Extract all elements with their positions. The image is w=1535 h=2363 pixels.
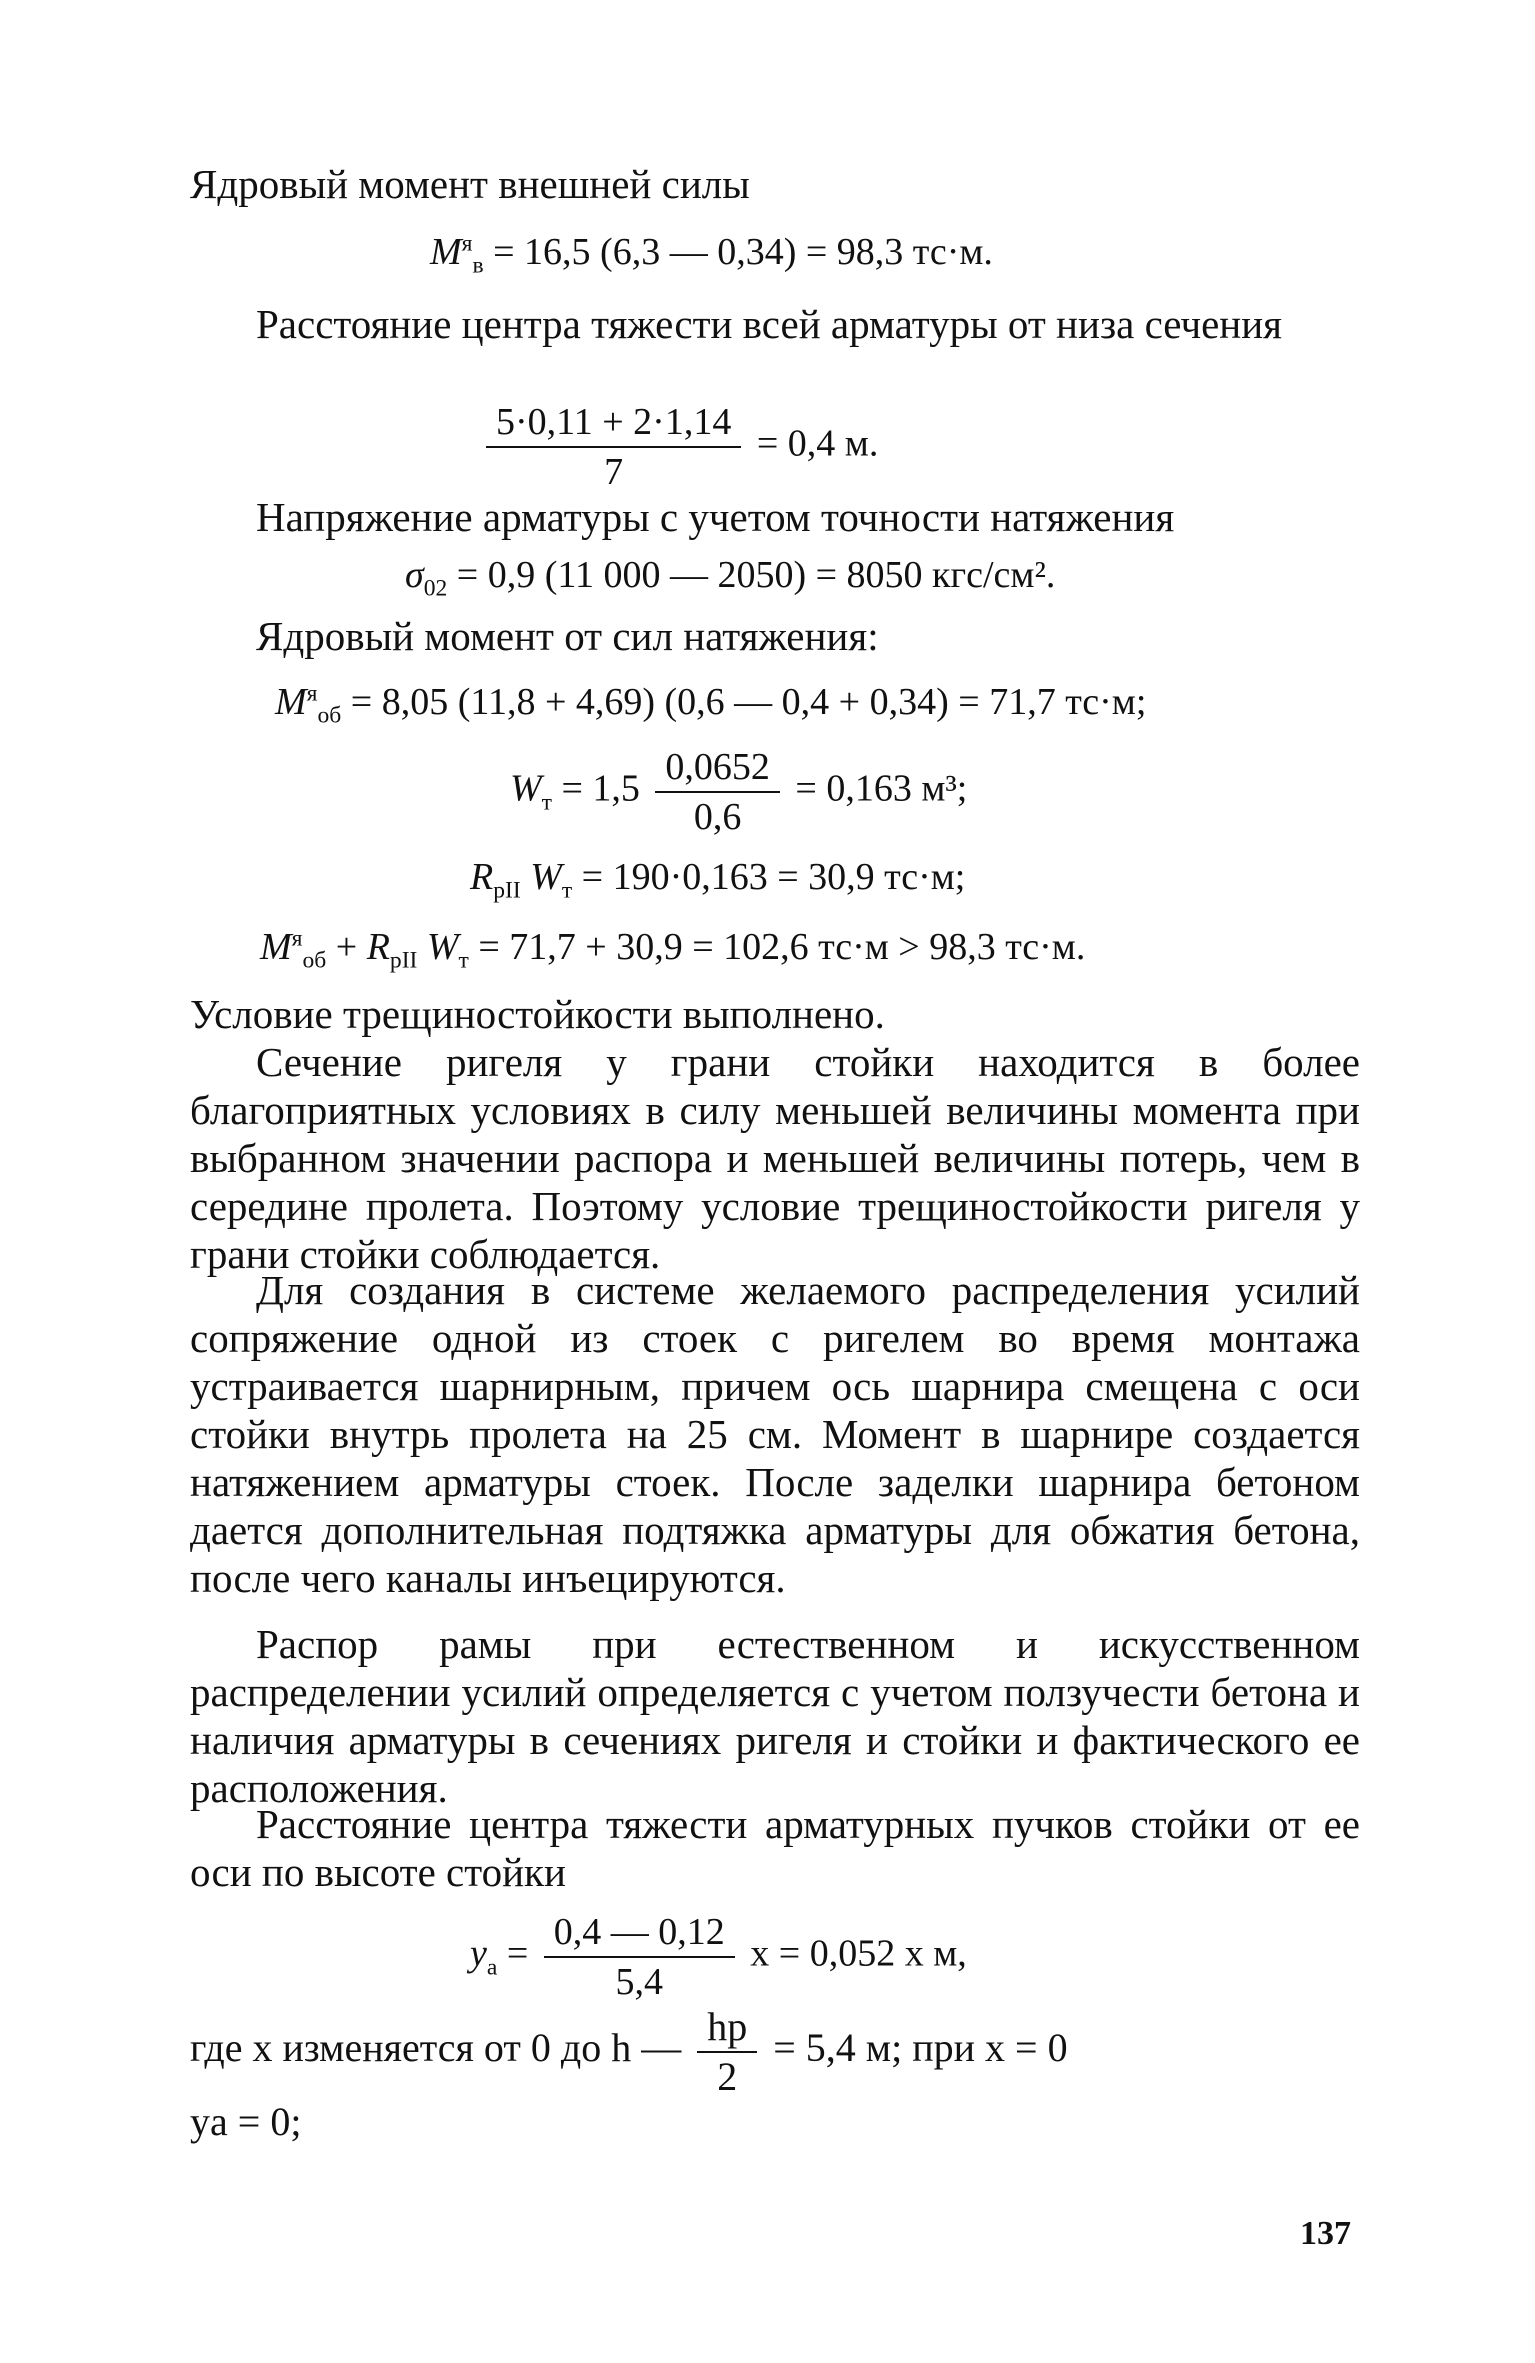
formula-centroid: $\frac{5\cdot 0,11 + 2\cdot 1,14}{7}$ = 0,4 м. [480,400,1535,494]
formula-resistance-moment: $R_{рII}$ $W_т = 190\cdot 0,163 = 30,9$ тс·м; [470,856,966,904]
page-number: 137 [1300,2215,1351,2252]
formula-ya-zero: yа = 0; [190,2099,302,2144]
formula-x-range: где x изменяется от 0 до h — $\frac{hр}{2}$ = 5,4 м; при x = 0 [190,2004,1068,2099]
paragraph-5: Условие трещиностойкости выполнено. [190,991,885,1037]
paragraph-2: Расстояние центра тяжести всей арматуры от низа сечения [256,301,1283,347]
formula-section-modulus: $W_т = 1,5$ $\frac{0,0652}{0,6}$ = 0,163 м³; [510,746,968,838]
formula-comparison: $M^я_{об} + R_{рII}$ $W_т = 71,7 + 30,9 = 102,6$ тс·м > 98,3 тс·м. [260,925,1086,974]
paragraph-3: Напряжение арматуры с учетом точности натяжения [256,494,1175,540]
formula-tension-moment: $M^я_{об} = 8,05$ (11,8 + 4,69) (0,6 — 0,4 + 0,34) = 71,7 тс·м; [275,680,1147,729]
paragraph-9: Расстояние центра тяжести арматурных пучков стойки от ее оси по высоте стойки [190,1801,1360,1895]
paragraph-7: Для создания в системе желаемого распределения усилий сопряжение одной из стоек с ригелем во время монтажа устраивается шарнирным, причем ось шарнира смещена с оси стойки внутрь пролета на 25 см. Момент в шарнире создается натяжением арматуры стоек. После заделки шарнира бетоном дается дополнительная подтяжка арматуры для обжатия бетона, после чего каналы инъецируются. [190,1267,1360,1601]
formula-external-moment: $M^я_в = 16,5$ (6,3 — 0,34) = 98,3 тс·м. [430,230,993,279]
paragraph-8: Распор рамы при естественном и искусственном распределении усилий определяется с учетом ползучести бетона и наличия арматуры в сечениях ригеля и стойки и фактического ее расположения. [190,1621,1360,1811]
paragraph-4: Ядровый момент от сил натяжения: [256,613,879,659]
paragraph-1: Ядровый момент внешней силы [190,161,750,207]
paragraph-6: Сечение ригеля у грани стойки находится в более благоприятных условиях в силу меньшей величины момента при выбранном значении распора и меньшей величины потерь, чем в середине пролета. Поэтому условие трещиностойкости ригеля у грани стойки соблюдается. [190,1039,1360,1277]
formula-stress: $\sigma_{02} = 0,9$ (11 000 — 2050) = 8050 кгс/см². [405,554,1056,602]
formula-ya: $y_а$ = $\frac{0,4 — 0,12}{5,4}$ x = 0,052 x м, [470,1911,967,2003]
